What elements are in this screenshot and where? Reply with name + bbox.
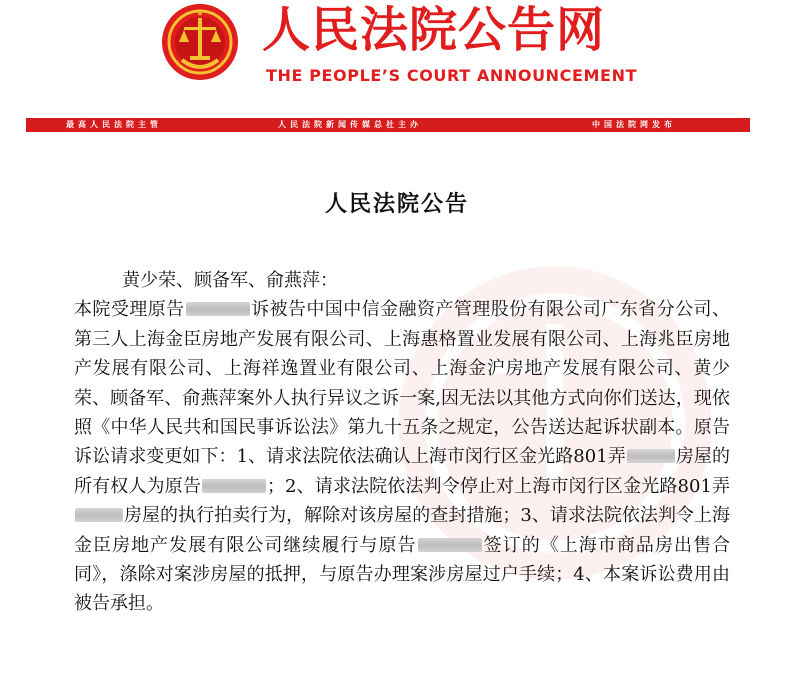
text-segment: 房屋的执行拍卖行为，解除对该房屋的查封措施；3、请求法院依法判令上海金臣房地产发展有限公司继续履行与原告 [74, 505, 730, 556]
text-segment: 诉被告中国中信金融资产管理股份有限公司广东省分公司、第三人上海金臣房地产发展有限公司、上海惠格置业发展有限公司、上海兆臣房地产发展有限公司、上海祥逸置业有限公司、上海金沪房地产发展有限公司、黄少荣、顾备军、俞燕萍案外人执行异议之诉一案,因无法以其他方式向你们送达，现依照《中华人民共和国民事诉讼法》第九十五条之规定，公告送达起诉状副本。原告诉讼请求变更如下：1、请求法院依法确认上海市闵行区金光路801弄 [74, 299, 730, 468]
notice-title: 人民法院公告 [324, 191, 469, 217]
notice-body [74, 266, 730, 619]
site-title-english: THE PEOPLE’S COURT ANNOUNCEMENT [266, 66, 638, 85]
redacted-plaintiff-name [202, 479, 266, 493]
text-segment: 房屋的所有权人为原告 [74, 446, 730, 497]
header-band [26, 118, 750, 132]
notice-recipients: 黄少荣、顾备军、俞燕萍： [122, 270, 338, 291]
redacted-plaintiff-name [418, 538, 482, 552]
band-sponsor: 人民法院新闻传媒总社主办 [278, 120, 422, 129]
text-segment: ；2、请求法院依法判令停止对上海市闵行区金光路801弄 [266, 475, 731, 497]
site-title-chinese: 人民法院公告网 [262, 2, 606, 58]
redacted-unit-number [75, 508, 123, 522]
text-segment: 本院受理原告 [74, 299, 185, 321]
court-emblem-icon [160, 2, 240, 82]
notice-paragraph [74, 295, 730, 618]
band-supervisor: 最高人民法院主管 [66, 120, 162, 129]
redacted-unit-number [627, 449, 675, 463]
site-header [0, 0, 794, 129]
redacted-plaintiff-name [186, 302, 250, 316]
band-publisher: 中国法院网发布 [592, 120, 676, 129]
text-segment: 签订的《上海市商品房出售合同》，涤除对案涉房屋的抵押，与原告办理案涉房屋过户手续；4、本案诉讼费用由被告承担。 [74, 534, 731, 615]
